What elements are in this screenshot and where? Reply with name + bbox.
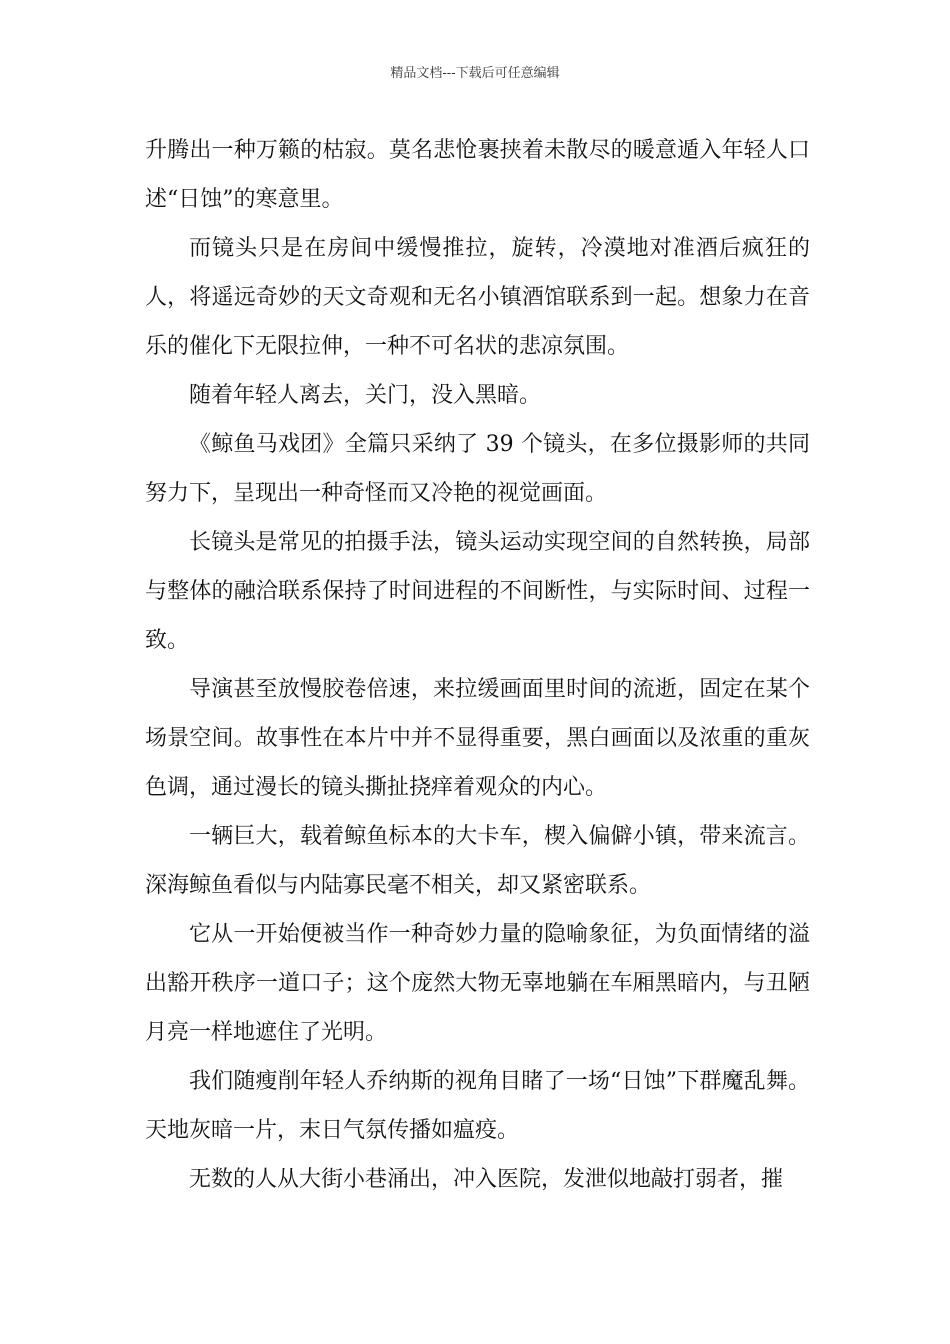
paragraph: 《鲸鱼马戏团》全篇只采纳了 39 个镜头，在多位摄影师的共同努力下，呈现出一种奇怪而又冷艳的视觉画面。	[145, 432, 810, 506]
paragraph: 而镜头只是在房间中缓慢推拉，旋转，冷漠地对准酒后疯狂的人，将遥远奇妙的天文奇观和无名小镇酒馆联系到一起。想象力在音乐的催化下无限拉伸，一种不可名状的悲凉氛围。	[145, 236, 810, 359]
paragraph: 我们随瘦削年轻人乔纳斯的视角目睹了一场“日蚀”下群魔乱舞。天地灰暗一片，末日气氛传播如瘟疫。	[145, 1069, 810, 1143]
paragraph: 它从一开始便被当作一种奇妙力量的隐喻象征，为负面情绪的溢出豁开秩序一道口子；这个庞然大物无辜地躺在车厢黑暗内，与丑陋月亮一样地遮住了光明。	[145, 922, 810, 1045]
paragraph: 长镜头是常见的拍摄手法，镜头运动实现空间的自然转换，局部与整体的融洽联系保持了时间进程的不间断性，与实际时间、过程一致。	[145, 530, 810, 653]
paragraph: 导演甚至放慢胶卷倍速，来拉缓画面里时间的流逝，固定在某个场景空间。故事性在本片中并不显得重要，黑白画面以及浓重的重灰色调，通过漫长的镜头撕扯挠痒着观众的内心。	[145, 677, 810, 800]
paragraph: 一辆巨大，载着鲸鱼标本的大卡车，楔入偏僻小镇，带来流言。深海鲸鱼看似与内陆寡民毫不相关，却又紧密联系。	[145, 824, 810, 898]
page-header: 精品文档---下载后可任意编辑	[390, 66, 560, 81]
paragraph: 无数的人从大街小巷涌出，冲入医院，发泄似地敲打弱者，摧	[189, 1167, 784, 1192]
document-body	[145, 126, 810, 1204]
paragraph: 随着年轻人离去，关门，没入黑暗。	[189, 383, 542, 408]
paragraph-continuation: 升腾出一种万籁的枯寂。莫名悲怆裹挟着未散尽的暖意遁入年轻人口述“日蚀”的寒意里。	[145, 138, 810, 212]
